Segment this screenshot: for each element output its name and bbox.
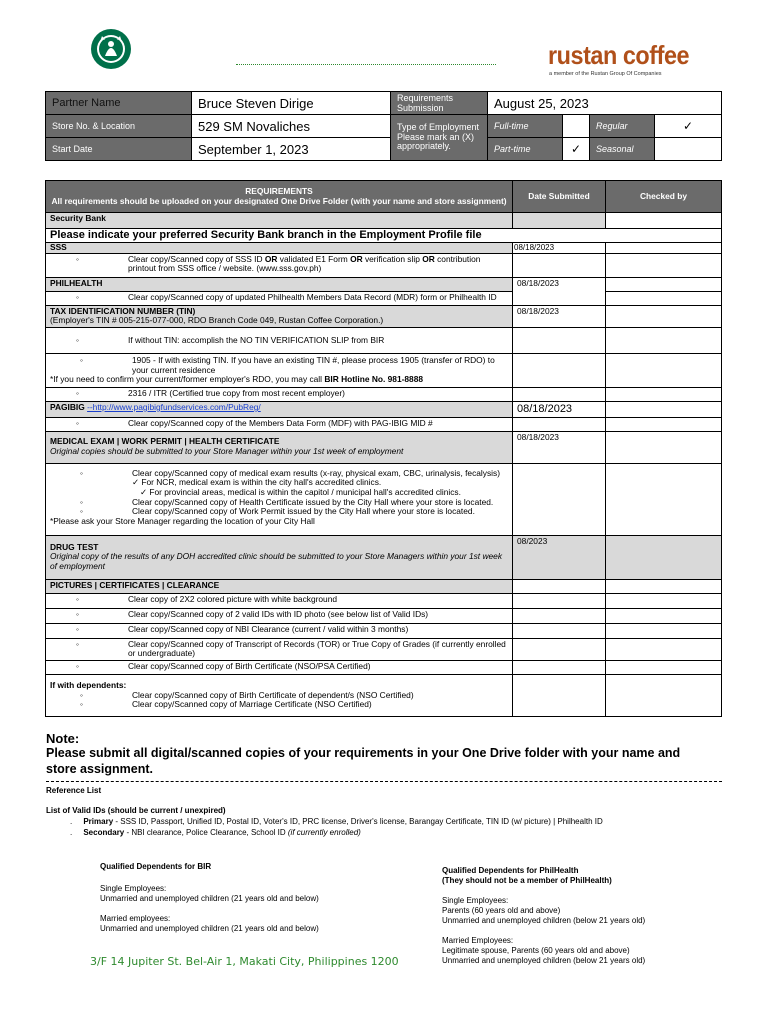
fulltime-checkbox[interactable] bbox=[563, 115, 590, 138]
security-bank-section: Security Bank bbox=[46, 213, 513, 229]
brand-logo: rustan coffee bbox=[548, 40, 690, 70]
store-value[interactable]: 529 SM Novaliches bbox=[192, 115, 391, 138]
note-text: Please submit all digital/scanned copies of your requirements in your One Drive folder with your name and store assignment. bbox=[46, 746, 681, 776]
brand-subtitle: a member of the Rustan Group Of Companies bbox=[549, 71, 662, 77]
requirements-header: REQUIREMENTS All requirements should be uploaded on your designated One Drive Folder (with your name and store assignment) bbox=[46, 181, 513, 213]
medical-section: MEDICAL EXAM | WORK PERMIT | HEALTH CERTIFICATE Original copies should be submitted to your Store Manager within your 1st week of employment bbox=[46, 431, 513, 463]
seasonal-checkbox[interactable] bbox=[655, 138, 722, 161]
medical-items: ◦ Clear copy/Scanned copy of medical exam results (x-ray, physical exam, CBC, urinalysis, fecalysis) ✓ For NCR, medical exam is within the city hall's accredited clinics. ✓ For provincial areas, medical is within the capitol / municipal hall's accredited clinics. ◦ Clear copy/Scanned copy of Health Certificate issued by the City Hall where your store is located. ◦ Clear copy/Scanned copy of Work Permit issued by the City Hall where your store is located. *Please ask your Store Manager regarding the location of your City Hall bbox=[46, 463, 513, 535]
requirements-submission-label: Requirements Submission bbox=[391, 92, 488, 115]
regular-label: Regular bbox=[590, 115, 655, 138]
pagibig-link[interactable]: --http://www.pagibigfundservices.com/PubReg/ bbox=[87, 401, 261, 412]
header-dotted-line bbox=[236, 64, 496, 68]
partner-name-label: Partner Name bbox=[46, 92, 192, 115]
philhealth-item: ◦ Clear copy/Scanned copy of updated Philhealth Members Data Record (MDR) form or Philhealth ID bbox=[46, 291, 513, 305]
tin-date[interactable]: 08/18/2023 bbox=[513, 305, 606, 327]
note-title: Note: bbox=[46, 731, 80, 746]
requirements-submission-value[interactable]: August 25, 2023 bbox=[488, 92, 722, 115]
employee-info-table bbox=[45, 91, 722, 161]
drug-test-date[interactable]: 08/2023 bbox=[513, 535, 606, 579]
partner-name-value[interactable]: Bruce Steven Dirige bbox=[192, 92, 391, 115]
date-submitted-header: Date Submitted bbox=[513, 181, 606, 213]
starbucks-logo-icon bbox=[90, 28, 132, 70]
security-bank-note: Please indicate your preferred Security Bank branch in the Employment Profile file bbox=[46, 229, 722, 243]
fulltime-label: Full-time bbox=[488, 115, 563, 138]
bir-dependents: Qualified Dependents for BIR Single Employees: Unmarried and unemployed children (21 years old and below) Married employees: Unmarried and unemployed children (21 years old and below) bbox=[100, 862, 319, 933]
valid-ids-title: List of Valid IDs (should be current / unexpired) bbox=[46, 806, 226, 815]
start-date-label: Start Date bbox=[46, 138, 192, 161]
sss-section: SSS bbox=[46, 243, 513, 254]
dependents-section: If with dependents: ◦ Clear copy/Scanned copy of Birth Certificate of dependent/s (NSO Certified) ◦ Clear copy/Scanned copy of Marriage Certificate (NSO Certified) bbox=[46, 674, 513, 716]
medical-date[interactable]: 08/18/2023 bbox=[513, 431, 606, 463]
tin-item-1905: ◦ 1905 - If with existing TIN. If you have an existing TIN #, please process 1905 (transfer of RDO) to your current residence *If you need to confirm your current/former employer's RDO, you may call BIR Hotline No. 981-8888 bbox=[46, 353, 513, 387]
separator bbox=[46, 781, 722, 782]
pictures-item-nbi: ◦ Clear copy/Scanned copy of NBI Clearance (current / valid within 3 months) bbox=[46, 623, 513, 638]
sss-item: ◦ Clear copy/Scanned copy of SSS ID OR validated E1 Form OR verification slip OR contribution printout from SSS office / website. (www.sss.gov.ph) bbox=[46, 253, 513, 277]
pictures-item-2x2: ◦ Clear copy of 2X2 colored picture with white background bbox=[46, 593, 513, 608]
pictures-item-birth-cert: ◦ Clear copy/Scanned copy of Birth Certificate (NSO/PSA Certified) bbox=[46, 660, 513, 674]
regular-checkbox[interactable]: ✓ bbox=[655, 115, 722, 138]
pagibig-section: PAGIBIG --http://www.pagibigfundservices.com/PubReg/ bbox=[46, 401, 513, 417]
parttime-checkbox[interactable]: ✓ bbox=[563, 138, 590, 161]
start-date-value[interactable]: September 1, 2023 bbox=[192, 138, 391, 161]
tin-item-no-tin: ◦ If without TIN: accomplish the NO TIN VERIFICATION SLIP from BIR bbox=[46, 327, 513, 353]
reference-title: Reference List bbox=[46, 786, 102, 795]
checked-by-header: Checked by bbox=[606, 181, 722, 213]
store-label: Store No. & Location bbox=[46, 115, 192, 138]
valid-ids-primary: . Primary - SSS ID, Passport, Unified ID, Postal ID, Voter's ID, PRC license, Driver's license, Barangay Certificate, TIN ID (w/ picture) | Philhealth ID . Secondary - NBI clearance, Police Clearance, School ID (if currently enrolled) bbox=[70, 817, 603, 837]
tin-section: TAX IDENTIFICATION NUMBER (TIN) (Employer's TIN # 005-215-077-000, RDO Branch Code 049, Rustan Coffee Corporation.) bbox=[46, 305, 513, 327]
philhealth-date[interactable]: 08/18/2023 bbox=[513, 277, 606, 305]
pagibig-item: ◦ Clear copy/Scanned copy of the Members Data Form (MDF) with PAG-IBIG MID # bbox=[46, 417, 513, 431]
philhealth-dependents: Qualified Dependents for PhilHealth (They should not be a member of PhilHealth) Single Employees: Parents (60 years old and above) Unmarried and unemployed children (below 21 years old) Married Employees: Legitimate spouse, Parents (60 years old and above) Unmarried and unemployed children (below 21 years old) bbox=[442, 866, 646, 965]
pictures-section: PICTURES | CERTIFICATES | CLEARANCE bbox=[46, 579, 513, 593]
requirements-table bbox=[45, 180, 722, 717]
pictures-item-valid-ids: ◦ Clear copy/Scanned copy of 2 valid IDs with ID photo (see below list of Valid IDs) bbox=[46, 608, 513, 623]
philhealth-section: PHILHEALTH bbox=[46, 277, 513, 291]
sss-date[interactable]: 08/18/2023 bbox=[513, 243, 606, 254]
pagibig-date[interactable]: 08/18/2023 bbox=[513, 401, 606, 417]
employment-type-label: Type of Employment Please mark an (X) appropriately. bbox=[391, 115, 488, 161]
tin-item-2316: ◦ 2316 / ITR (Certified true copy from most recent employer) bbox=[46, 387, 513, 401]
drug-test-section: DRUG TEST Original copy of the results of any DOH accredited clinic should be submitted to your Store Managers within your 1st week of employment bbox=[46, 535, 513, 579]
parttime-label: Part-time bbox=[488, 138, 563, 161]
footer-address: 3/F 14 Jupiter St. Bel-Air 1, Makati City, Philippines 1200 bbox=[90, 955, 399, 968]
pictures-item-tor: ◦ Clear copy/Scanned copy of Transcript of Records (TOR) or True Copy of Grades (if currently enrolled or undergraduate) bbox=[46, 638, 513, 660]
seasonal-label: Seasonal bbox=[590, 138, 655, 161]
